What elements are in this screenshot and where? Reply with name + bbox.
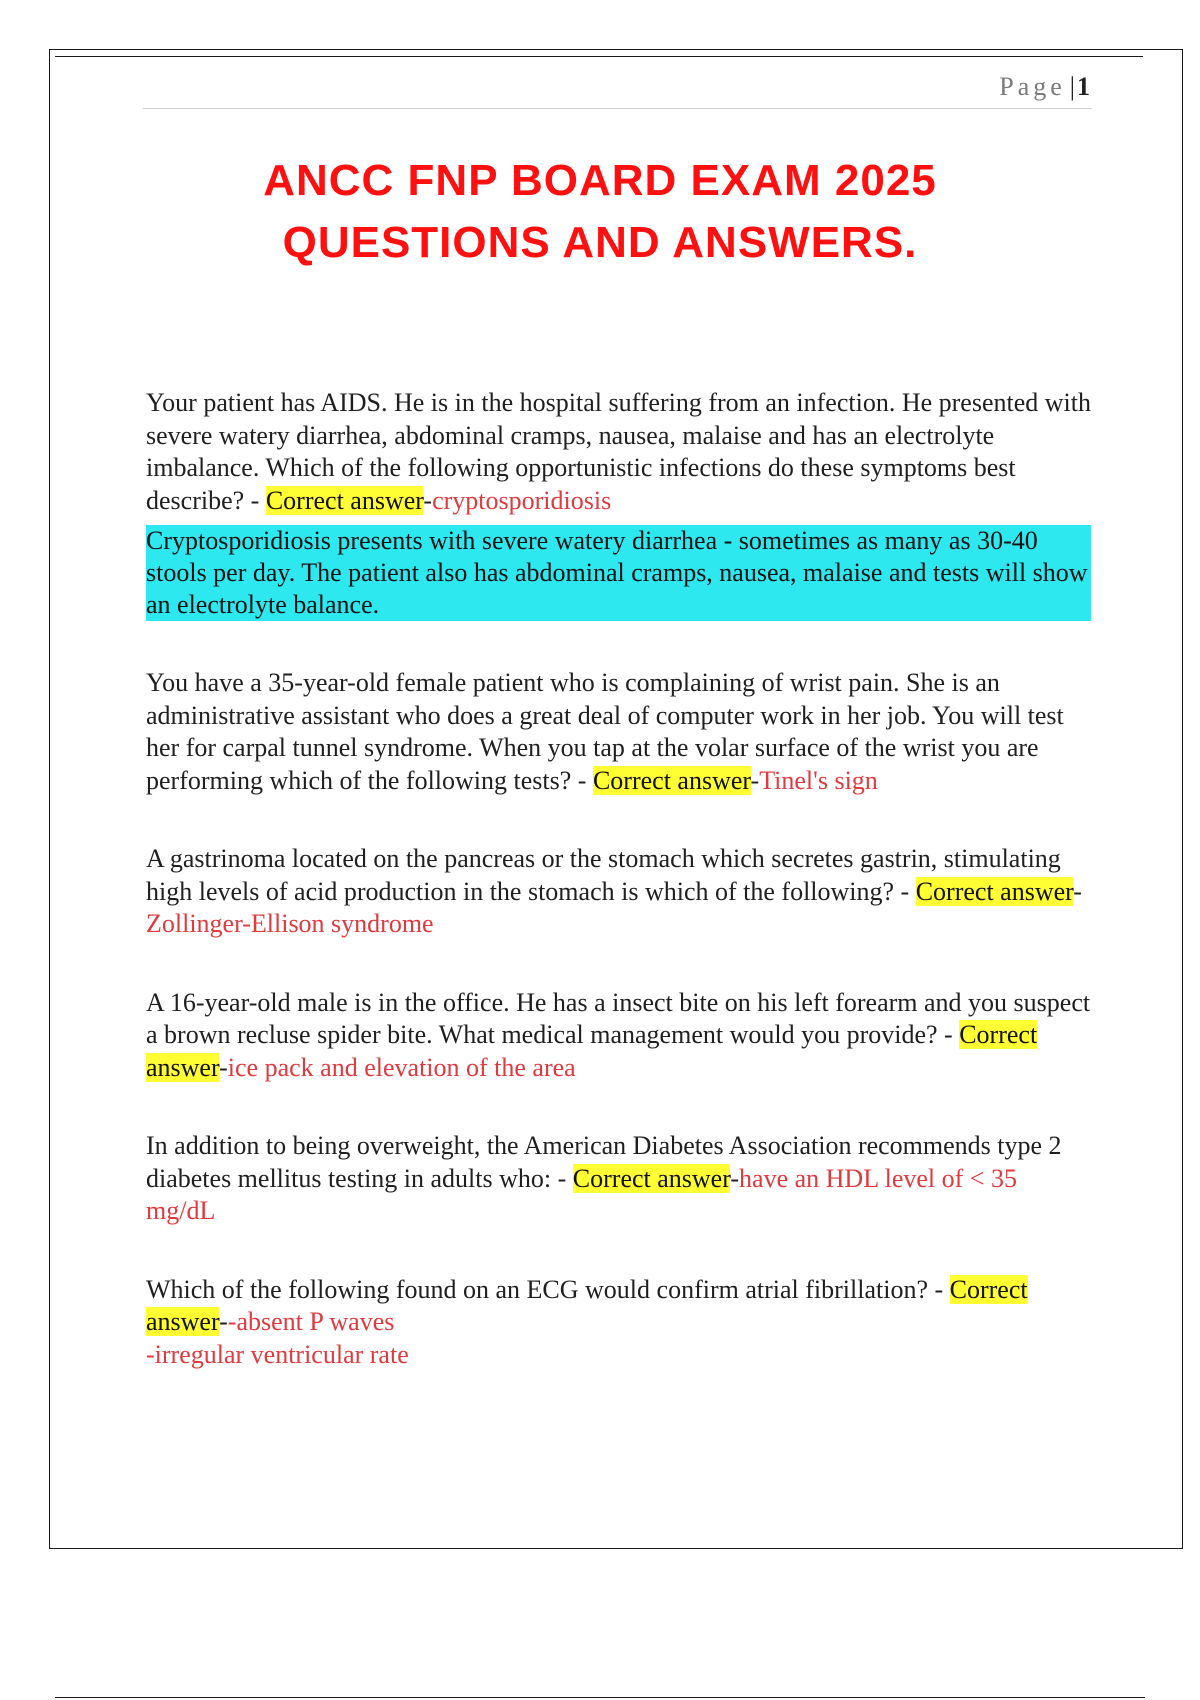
- answer-label: Correct answer: [265, 485, 424, 515]
- question-text: Your patient has AIDS. He is in the hospital suffering from an infection. He presented with severe watery diarrhea, abdominal cramps, nausea, malaise and has an electrolyte imbalance. Which of the following opportunistic infections do these symptoms best describe? -: [146, 388, 1091, 515]
- answer-label: Correct answer: [915, 876, 1074, 906]
- title-line-2: QUESTIONS AND ANSWERS.: [282, 218, 918, 267]
- question-text: A gastrinoma located on the pancreas or the stomach which secretes gastrin, stimulating high levels of acid production in the stomach is which of the following? -: [146, 844, 1061, 906]
- answer-label: Correct answer: [146, 1020, 1038, 1082]
- qa-item-6: [146, 1274, 1091, 1372]
- answer-label: Correct answer: [146, 1274, 1028, 1336]
- answer-text: cryptosporidiosis: [432, 485, 612, 515]
- qa-item-2: [146, 667, 1091, 797]
- bottom-border-line: [55, 1697, 1145, 1698]
- question-text: Which of the following found on an ECG would confirm atrial fibrillation? -: [146, 1274, 950, 1304]
- answer-text: ice pack and elevation of the area: [227, 1052, 576, 1082]
- page-separator: |: [1069, 72, 1075, 101]
- answer-text: -absent P waves: [227, 1307, 395, 1336]
- document-title: [100, 150, 1100, 274]
- answer-text: have an HDL level of < 35 mg/dL: [146, 1163, 1017, 1225]
- answer-extra-text: -irregular ventricular rate: [146, 1339, 409, 1369]
- answer-label: Correct answer: [572, 1163, 731, 1193]
- answer-text: Zollinger-Ellison syndrome: [146, 909, 434, 938]
- page-number-header: [999, 72, 1090, 102]
- question-paragraph: In addition to being overweight, the American Diabetes Association recommends type 2 diabetes mellitus testing in adults who: - Correct answer-have an HDL level of < 35 mg/dL: [146, 1131, 1062, 1225]
- answer-label: Correct answer: [592, 765, 751, 795]
- page-number: 1: [1077, 72, 1090, 101]
- question-paragraph: Which of the following found on an ECG would confirm atrial fibrillation? - Correct answer--absent P waves: [146, 1274, 1028, 1336]
- qa-item-5: [146, 1130, 1091, 1228]
- answer-text: Tinel's sign: [759, 765, 878, 795]
- qa-item-4: [146, 987, 1091, 1085]
- explanation-span: Cryptosporidiosis presents with severe watery diarrhea - sometimes as many as 30-40 stools per day. The patient also has abdominal cramps, nausea, malaise and tests will show an electrolyte balance.: [146, 526, 1088, 619]
- question-text: You have a 35-year-old female patient who is complaining of wrist pain. She is an administrative assistant who does a great deal of computer work in her job. You will test her for carpal tunnel syndrome. When you tap at the volar surface of the wrist you are performing which of the following tests? -: [146, 668, 1064, 795]
- qa-list: [146, 387, 1091, 1417]
- question-paragraph: Your patient has AIDS. He is in the hospital suffering from an infection. He presented with severe watery diarrhea, abdominal cramps, nausea, malaise and has an electrolyte imbalance. Which of the following opportunistic infections do these symptoms best describe? - Correct answer-cryptosporidiosis: [146, 388, 1091, 515]
- question-paragraph: You have a 35-year-old female patient who is complaining of wrist pain. She is an administrative assistant who does a great deal of computer work in her job. You will test her for carpal tunnel syndrome. When you tap at the volar surface of the wrist you are performing which of the following tests? - Correct answer-Tinel's sign: [146, 668, 1064, 795]
- explanation-text: [146, 525, 1091, 621]
- question-text: In addition to being overweight, the American Diabetes Association recommends type 2 diabetes mellitus testing in adults who: -: [146, 1131, 1062, 1193]
- question-text: A 16-year-old male is in the office. He has a insect bite on his left forearm and you suspect a brown recluse spider bite. What medical management would you provide? -: [146, 987, 1091, 1049]
- header-divider: [143, 108, 1092, 109]
- question-paragraph: A gastrinoma located on the pancreas or the stomach which secretes gastrin, stimulating high levels of acid production in the stomach is which of the following? - Correct answer-Zollinger-Ellison syndrome: [146, 844, 1082, 938]
- qa-item-3: [146, 843, 1091, 941]
- top-border-line: [55, 56, 1143, 57]
- title-line-1: ANCC FNP BOARD EXAM 2025: [263, 156, 937, 205]
- qa-item-1: [146, 387, 1091, 621]
- question-paragraph: A 16-year-old male is in the office. He has a insect bite on his left forearm and you suspect a brown recluse spider bite. What medical management would you provide? - Correct answer-ice pack and elevation of the area: [146, 987, 1091, 1082]
- page-label: Page: [999, 72, 1066, 101]
